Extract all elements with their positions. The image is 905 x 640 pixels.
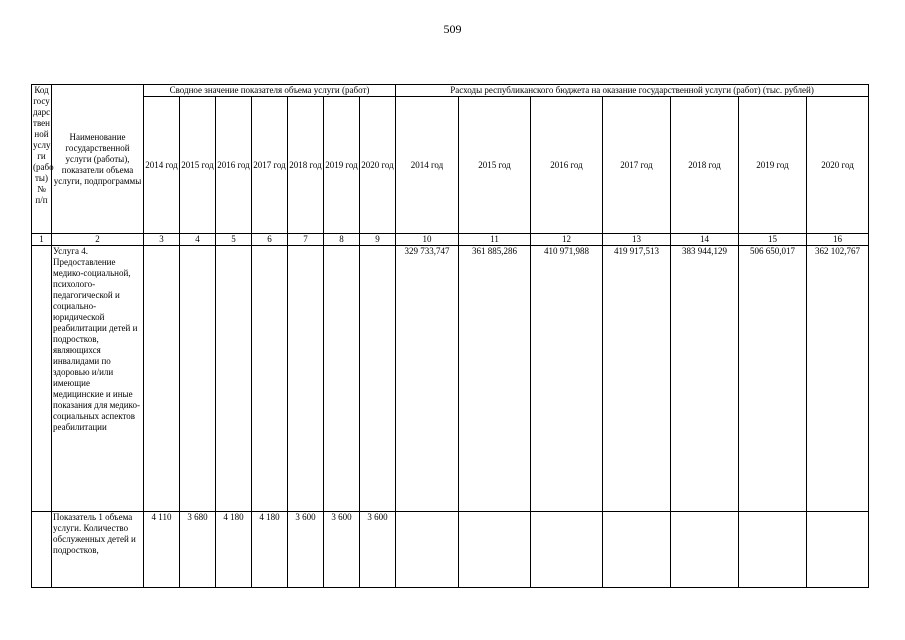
table-row [32,512,869,588]
column-number: 13 [603,234,671,246]
column-number: 15 [739,234,807,246]
column-number: 4 [180,234,216,246]
volume-cell: 4 180 [252,512,288,588]
volume-year-header: 2016 год [216,97,252,234]
row-code [32,246,52,512]
row-name: Показатель 1 объема услуги. Количество обслуженных детей и подростков, [52,512,144,588]
column-number: 9 [360,234,396,246]
budget-year-header: 2015 год [459,97,531,234]
column-number: 8 [324,234,360,246]
volume-cell: 4 180 [216,512,252,588]
volume-year-header: 2014 год [144,97,180,234]
row-code [32,512,52,588]
header-volume-group: Сводное значение показателя объема услуги (работ) [144,85,396,97]
column-number: 5 [216,234,252,246]
column-number: 10 [396,234,459,246]
volume-cell: 3 680 [180,512,216,588]
budget-cell [671,512,739,588]
row-name: Услуга 4. Предоставление медико-социальной, психолого-педагогической и социально-юридической реабилитации детей и подростков, являющихся инвалидами по здоровью и/или имеющие медицинские и иные показания для медико-социальных аспектов реабилитации [52,246,144,512]
volume-cell [216,246,252,512]
budget-cell [531,512,603,588]
volume-cell [144,246,180,512]
volume-cell [360,246,396,512]
volume-cell [324,246,360,512]
volume-cell: 3 600 [360,512,396,588]
volume-year-header: 2020 год [360,97,396,234]
budget-cell [459,512,531,588]
budget-cell: 410 971,988 [531,246,603,512]
column-number: 16 [807,234,869,246]
budget-cell [396,512,459,588]
header-budget-group: Расходы республиканского бюджета на оказание государственной услуги (работ) (тыс. рублей) [396,85,869,97]
budget-year-header: 2018 год [671,97,739,234]
volume-year-header: 2018 год [288,97,324,234]
volume-cell [288,246,324,512]
column-number: 6 [252,234,288,246]
volume-cell: 3 600 [324,512,360,588]
column-number: 12 [531,234,603,246]
budget-cell: 419 917,513 [603,246,671,512]
budget-cell: 329 733,747 [396,246,459,512]
column-number: 11 [459,234,531,246]
volume-cell [252,246,288,512]
table-row [32,246,869,512]
column-number-row [32,234,869,246]
column-number: 2 [52,234,144,246]
header-code-column: Код госу дарс твен ной услу ги (рабо ты) № п/п [32,85,52,234]
volume-year-header: 2015 год [180,97,216,234]
volume-year-header: 2019 год [324,97,360,234]
column-number: 7 [288,234,324,246]
budget-cell [603,512,671,588]
budget-table [31,84,869,588]
column-number: 14 [671,234,739,246]
column-number: 3 [144,234,180,246]
budget-year-header: 2019 год [739,97,807,234]
volume-cell: 4 110 [144,512,180,588]
budget-cell: 506 650,017 [739,246,807,512]
budget-cell [739,512,807,588]
volume-cell [180,246,216,512]
budget-cell: 383 944,129 [671,246,739,512]
volume-cell: 3 600 [288,512,324,588]
budget-year-header: 2020 год [807,97,869,234]
budget-year-header: 2016 год [531,97,603,234]
header-name-column: Наименование государственной услуги (работы), показатели объема услуги, подпрограммы [52,85,144,234]
budget-cell: 361 885,286 [459,246,531,512]
page-number: 509 [443,22,462,36]
budget-cell [807,512,869,588]
budget-year-header: 2014 год [396,97,459,234]
volume-year-header: 2017 год [252,97,288,234]
column-number: 1 [32,234,52,246]
budget-year-header: 2017 год [603,97,671,234]
budget-cell: 362 102,767 [807,246,869,512]
